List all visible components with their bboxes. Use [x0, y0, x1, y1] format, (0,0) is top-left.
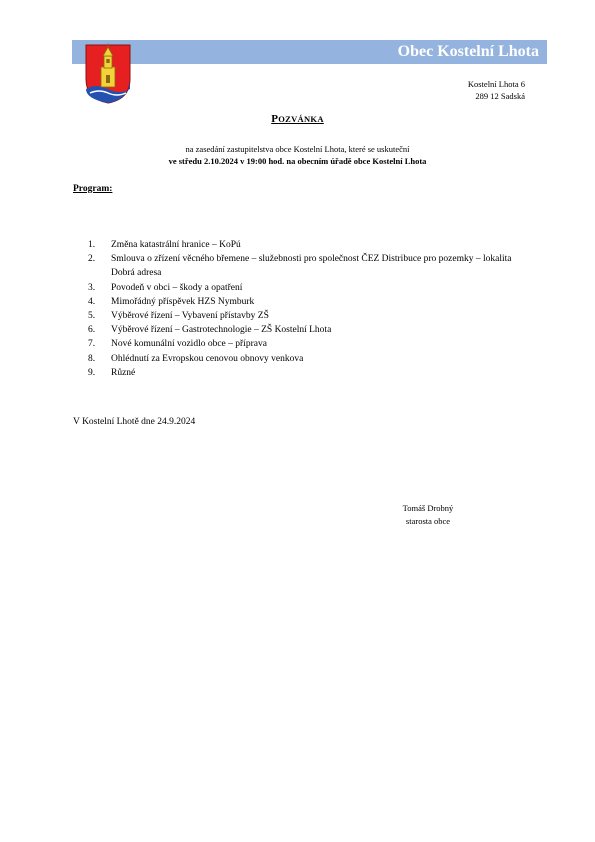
agenda-item	[88, 238, 528, 252]
agenda-item	[88, 366, 528, 380]
agenda-item-number: 8.	[88, 353, 96, 364]
agenda-item-text: Mimořádný příspěvek HZS Nymburk	[111, 296, 255, 307]
agenda-item-number: 4.	[88, 296, 96, 307]
place-date: V Kostelní Lhotě dne 24.9.2024	[73, 417, 196, 427]
agenda-item	[88, 295, 528, 309]
signatory-role: starosta obce	[405, 516, 451, 526]
agenda-item	[88, 337, 528, 351]
agenda-item-number: 6.	[88, 325, 96, 336]
agenda-item	[88, 252, 528, 280]
agenda-item	[88, 281, 528, 295]
program-label: Program:	[73, 184, 113, 194]
intro-line-2: ve středu 2.10.2024 v 19:00 hod. na obecním úřadě obce Kostelní Lhota	[168, 156, 427, 166]
coat-of-arms-icon	[84, 43, 132, 105]
agenda-item	[88, 309, 528, 323]
signatory-name: Tomáš Drobný	[402, 503, 454, 513]
signature-block	[368, 502, 488, 528]
agenda-item-text: Povodeň v obci – škody a opatření	[111, 282, 243, 293]
agenda-item-number: 5.	[88, 311, 96, 322]
document-heading	[0, 113, 595, 125]
agenda-item-number: 7.	[88, 339, 96, 350]
agenda-item-text: Výběrové řízení – Vybavení přístavby ZŠ	[111, 311, 269, 322]
heading-initial: P	[271, 113, 279, 125]
agenda-item-text: Nové komunální vozidlo obce – příprava	[111, 339, 267, 350]
address-street: Kostelní Lhota 6	[467, 79, 525, 89]
agenda-item-number: 3.	[88, 282, 96, 293]
agenda-item	[88, 352, 528, 366]
agenda-item-text: Různé	[111, 367, 136, 378]
intro-line-1: na zasedání zastupitelstva obce Kostelní Lhota, které se uskuteční	[185, 144, 410, 154]
agenda-item-number: 9.	[88, 367, 96, 378]
agenda-item-number: 2.	[88, 254, 96, 265]
municipality-title: Obec Kostelní Lhota	[397, 43, 539, 60]
agenda-item-text: Ohlédnutí za Evropskou cenovou obnovy venkova	[111, 353, 304, 364]
agenda-item-text: Výběrové řízení – Gastrotechnologie – ZŠ Kostelní Lhota	[111, 325, 332, 336]
agenda-item	[88, 323, 528, 337]
agenda-item-text: Změna katastrální hranice – KoPú	[111, 240, 241, 250]
invitation-intro	[0, 143, 595, 167]
agenda-item-number: 1.	[88, 240, 96, 250]
header-bar	[72, 40, 547, 64]
agenda-item-text: Smlouva o zřízení věcného břemene – služebnosti pro společnost ČEZ Distribuce pro pozemky – lokalita Dobrá adresa	[111, 254, 512, 279]
agenda-list	[88, 238, 528, 380]
heading-rest: OZVÁNKA	[278, 114, 324, 124]
address-block	[468, 78, 525, 102]
address-city: 289 12 Sadská	[475, 91, 525, 101]
